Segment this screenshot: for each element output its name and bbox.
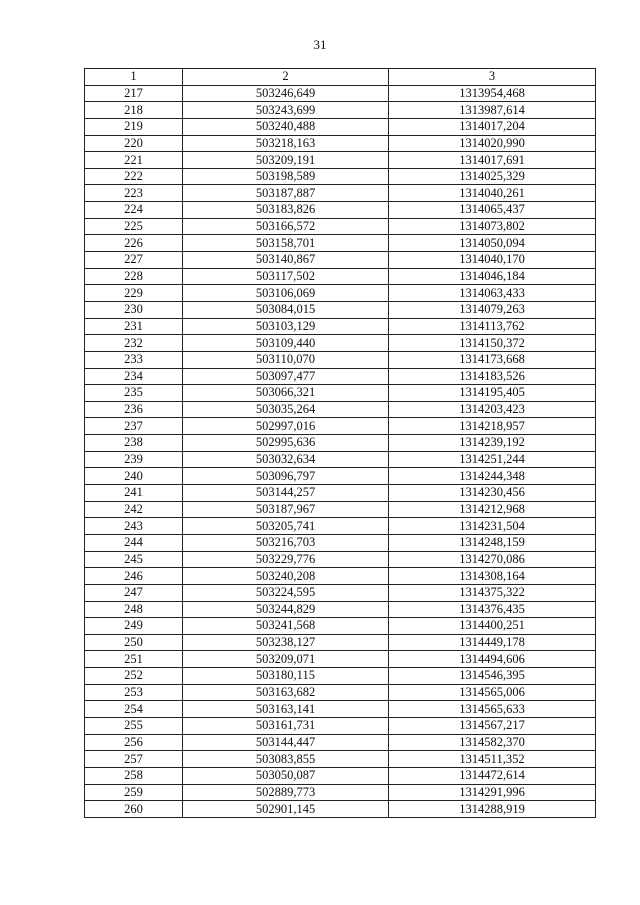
y-coordinate-cell: 1314375,322 <box>389 584 596 601</box>
table-row <box>85 418 596 435</box>
point-number-cell: 226 <box>85 235 183 252</box>
y-coordinate-cell: 1314212,968 <box>389 501 596 518</box>
table-row <box>85 668 596 685</box>
table-row <box>85 534 596 551</box>
point-number-cell: 249 <box>85 618 183 635</box>
y-coordinate-cell: 1314218,957 <box>389 418 596 435</box>
y-coordinate-cell: 1314113,762 <box>389 318 596 335</box>
y-coordinate-cell: 1314546,395 <box>389 668 596 685</box>
x-coordinate-cell: 503158,701 <box>183 235 389 252</box>
y-coordinate-cell: 1314511,352 <box>389 751 596 768</box>
point-number-cell: 251 <box>85 651 183 668</box>
point-number-cell: 237 <box>85 418 183 435</box>
y-coordinate-cell: 1314248,159 <box>389 534 596 551</box>
y-coordinate-cell: 1314020,990 <box>389 135 596 152</box>
y-coordinate-cell: 1314582,370 <box>389 734 596 751</box>
point-number-cell: 252 <box>85 668 183 685</box>
table-row <box>85 501 596 518</box>
y-coordinate-cell: 1314025,329 <box>389 168 596 185</box>
y-coordinate-cell: 1313987,614 <box>389 102 596 119</box>
x-coordinate-cell: 503163,141 <box>183 701 389 718</box>
header-col-2: 2 <box>183 69 389 86</box>
x-coordinate-cell: 502995,636 <box>183 435 389 452</box>
x-coordinate-cell: 503216,703 <box>183 534 389 551</box>
y-coordinate-cell: 1314065,437 <box>389 202 596 219</box>
table-row <box>85 152 596 169</box>
x-coordinate-cell: 503103,129 <box>183 318 389 335</box>
point-number-cell: 231 <box>85 318 183 335</box>
point-number-cell: 222 <box>85 168 183 185</box>
table-row <box>85 435 596 452</box>
y-coordinate-cell: 1314565,633 <box>389 701 596 718</box>
table-row <box>85 385 596 402</box>
x-coordinate-cell: 503180,115 <box>183 668 389 685</box>
x-coordinate-cell: 503166,572 <box>183 218 389 235</box>
table-row <box>85 684 596 701</box>
point-number-cell: 246 <box>85 568 183 585</box>
table-body <box>85 85 596 817</box>
table-row <box>85 218 596 235</box>
x-coordinate-cell: 503109,440 <box>183 335 389 352</box>
table-row <box>85 767 596 784</box>
table-row <box>85 252 596 269</box>
y-coordinate-cell: 1314150,372 <box>389 335 596 352</box>
table-row <box>85 318 596 335</box>
x-coordinate-cell: 503243,699 <box>183 102 389 119</box>
point-number-cell: 234 <box>85 368 183 385</box>
point-number-cell: 219 <box>85 118 183 135</box>
point-number-cell: 221 <box>85 152 183 169</box>
x-coordinate-cell: 503032,634 <box>183 451 389 468</box>
x-coordinate-cell: 503035,264 <box>183 401 389 418</box>
x-coordinate-cell: 503083,855 <box>183 751 389 768</box>
x-coordinate-cell: 502997,016 <box>183 418 389 435</box>
y-coordinate-cell: 1314400,251 <box>389 618 596 635</box>
y-coordinate-cell: 1314017,204 <box>389 118 596 135</box>
y-coordinate-cell: 1314073,802 <box>389 218 596 235</box>
x-coordinate-cell: 503246,649 <box>183 85 389 102</box>
y-coordinate-cell: 1314308,164 <box>389 568 596 585</box>
point-number-cell: 255 <box>85 717 183 734</box>
table-row <box>85 568 596 585</box>
x-coordinate-cell: 503241,568 <box>183 618 389 635</box>
x-coordinate-cell: 503209,071 <box>183 651 389 668</box>
point-number-cell: 243 <box>85 518 183 535</box>
y-coordinate-cell: 1314195,405 <box>389 385 596 402</box>
point-number-cell: 240 <box>85 468 183 485</box>
x-coordinate-cell: 503218,163 <box>183 135 389 152</box>
x-coordinate-cell: 503187,887 <box>183 185 389 202</box>
x-coordinate-cell: 503144,447 <box>183 734 389 751</box>
point-number-cell: 239 <box>85 451 183 468</box>
y-coordinate-cell: 1314472,614 <box>389 767 596 784</box>
table-row <box>85 751 596 768</box>
table-row <box>85 401 596 418</box>
header-col-1: 1 <box>85 69 183 86</box>
table-row <box>85 301 596 318</box>
point-number-cell: 244 <box>85 534 183 551</box>
x-coordinate-cell: 503163,682 <box>183 684 389 701</box>
y-coordinate-cell: 1313954,468 <box>389 85 596 102</box>
table-row <box>85 801 596 818</box>
x-coordinate-cell: 503106,069 <box>183 285 389 302</box>
x-coordinate-cell: 503084,015 <box>183 301 389 318</box>
table-row <box>85 518 596 535</box>
table-row <box>85 717 596 734</box>
table-row <box>85 701 596 718</box>
point-number-cell: 260 <box>85 801 183 818</box>
table-row <box>85 485 596 502</box>
point-number-cell: 220 <box>85 135 183 152</box>
point-number-cell: 256 <box>85 734 183 751</box>
x-coordinate-cell: 503117,502 <box>183 268 389 285</box>
x-coordinate-cell: 503224,595 <box>183 584 389 601</box>
table-row <box>85 102 596 119</box>
x-coordinate-cell: 503050,087 <box>183 767 389 784</box>
point-number-cell: 224 <box>85 202 183 219</box>
x-coordinate-cell: 503229,776 <box>183 551 389 568</box>
table-row <box>85 368 596 385</box>
table-row <box>85 168 596 185</box>
y-coordinate-cell: 1314270,086 <box>389 551 596 568</box>
x-coordinate-cell: 503238,127 <box>183 634 389 651</box>
y-coordinate-cell: 1314017,691 <box>389 152 596 169</box>
point-number-cell: 242 <box>85 501 183 518</box>
table-row <box>85 618 596 635</box>
point-number-cell: 228 <box>85 268 183 285</box>
y-coordinate-cell: 1314239,192 <box>389 435 596 452</box>
table-row <box>85 118 596 135</box>
y-coordinate-cell: 1314040,261 <box>389 185 596 202</box>
table-row <box>85 135 596 152</box>
y-coordinate-cell: 1314050,094 <box>389 235 596 252</box>
point-number-cell: 217 <box>85 85 183 102</box>
point-number-cell: 248 <box>85 601 183 618</box>
table-row <box>85 351 596 368</box>
x-coordinate-cell: 503110,070 <box>183 351 389 368</box>
table-row <box>85 451 596 468</box>
y-coordinate-cell: 1314565,006 <box>389 684 596 701</box>
y-coordinate-cell: 1314288,919 <box>389 801 596 818</box>
y-coordinate-cell: 1314046,184 <box>389 268 596 285</box>
point-number-cell: 259 <box>85 784 183 801</box>
table-row <box>85 85 596 102</box>
x-coordinate-cell: 503066,321 <box>183 385 389 402</box>
y-coordinate-cell: 1314567,217 <box>389 717 596 734</box>
x-coordinate-cell: 503140,867 <box>183 252 389 269</box>
x-coordinate-cell: 502889,773 <box>183 784 389 801</box>
header-col-3: 3 <box>389 69 596 86</box>
table-row <box>85 584 596 601</box>
table-row <box>85 235 596 252</box>
y-coordinate-cell: 1314230,456 <box>389 485 596 502</box>
point-number-cell: 247 <box>85 584 183 601</box>
y-coordinate-cell: 1314040,170 <box>389 252 596 269</box>
point-number-cell: 236 <box>85 401 183 418</box>
point-number-cell: 230 <box>85 301 183 318</box>
table-header-row <box>85 69 596 86</box>
point-number-cell: 253 <box>85 684 183 701</box>
table-row <box>85 185 596 202</box>
table-row <box>85 651 596 668</box>
point-number-cell: 257 <box>85 751 183 768</box>
x-coordinate-cell: 503096,797 <box>183 468 389 485</box>
coordinates-table <box>84 68 596 818</box>
table-row <box>85 268 596 285</box>
x-coordinate-cell: 502901,145 <box>183 801 389 818</box>
y-coordinate-cell: 1314494,606 <box>389 651 596 668</box>
y-coordinate-cell: 1314173,668 <box>389 351 596 368</box>
point-number-cell: 245 <box>85 551 183 568</box>
table-row <box>85 734 596 751</box>
x-coordinate-cell: 503244,829 <box>183 601 389 618</box>
point-number-cell: 227 <box>85 252 183 269</box>
x-coordinate-cell: 503240,208 <box>183 568 389 585</box>
y-coordinate-cell: 1314291,996 <box>389 784 596 801</box>
x-coordinate-cell: 503097,477 <box>183 368 389 385</box>
table-row <box>85 202 596 219</box>
table-row <box>85 634 596 651</box>
point-number-cell: 254 <box>85 701 183 718</box>
x-coordinate-cell: 503205,741 <box>183 518 389 535</box>
x-coordinate-cell: 503144,257 <box>183 485 389 502</box>
point-number-cell: 218 <box>85 102 183 119</box>
point-number-cell: 229 <box>85 285 183 302</box>
y-coordinate-cell: 1314183,526 <box>389 368 596 385</box>
y-coordinate-cell: 1314231,504 <box>389 518 596 535</box>
y-coordinate-cell: 1314063,433 <box>389 285 596 302</box>
table-row <box>85 335 596 352</box>
table-row <box>85 285 596 302</box>
y-coordinate-cell: 1314079,263 <box>389 301 596 318</box>
x-coordinate-cell: 503209,191 <box>183 152 389 169</box>
x-coordinate-cell: 503187,967 <box>183 501 389 518</box>
y-coordinate-cell: 1314244,348 <box>389 468 596 485</box>
table-row <box>85 551 596 568</box>
x-coordinate-cell: 503198,589 <box>183 168 389 185</box>
point-number-cell: 233 <box>85 351 183 368</box>
x-coordinate-cell: 503183,826 <box>183 202 389 219</box>
table-row <box>85 468 596 485</box>
point-number-cell: 232 <box>85 335 183 352</box>
x-coordinate-cell: 503161,731 <box>183 717 389 734</box>
table-row <box>85 784 596 801</box>
y-coordinate-cell: 1314376,435 <box>389 601 596 618</box>
y-coordinate-cell: 1314449,178 <box>389 634 596 651</box>
page-number: 31 <box>313 37 327 52</box>
point-number-cell: 225 <box>85 218 183 235</box>
point-number-cell: 241 <box>85 485 183 502</box>
point-number-cell: 250 <box>85 634 183 651</box>
point-number-cell: 238 <box>85 435 183 452</box>
point-number-cell: 223 <box>85 185 183 202</box>
y-coordinate-cell: 1314251,244 <box>389 451 596 468</box>
table-row <box>85 601 596 618</box>
y-coordinate-cell: 1314203,423 <box>389 401 596 418</box>
point-number-cell: 235 <box>85 385 183 402</box>
point-number-cell: 258 <box>85 767 183 784</box>
x-coordinate-cell: 503240,488 <box>183 118 389 135</box>
